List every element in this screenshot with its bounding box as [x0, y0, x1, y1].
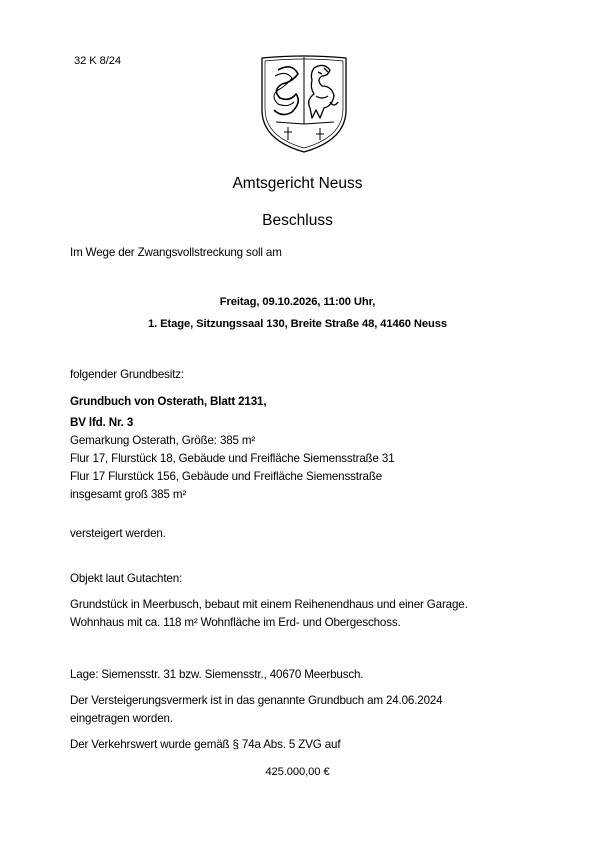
bv-number: BV lfd. Nr. 3 — [70, 416, 134, 429]
court-name: Amtsgericht Neuss — [232, 175, 363, 192]
intro-text: Im Wege der Zwangsvollstreckung soll am — [70, 246, 282, 259]
land-register-line: insgesamt groß 385 m² — [70, 488, 187, 501]
appraisal-line: Grundstück in Meerbusch, bebaut mit einem Reihenendhaus und einer Garage. — [70, 598, 468, 611]
file-number: 32 K 8/24 — [74, 55, 121, 67]
appraisal-heading: Objekt laut Gutachten: — [70, 572, 183, 585]
land-register-title: Grundbuch von Osterath, Blatt 2131, — [70, 395, 267, 408]
document-type-heading: Beschluss — [262, 212, 333, 229]
value-amount: 425.000,00 € — [265, 766, 330, 778]
appointment-location: 1. Etage, Sitzungssaal 130, Breite Straße 48, 41460 Neuss — [147, 318, 447, 330]
land-register-line: Flur 17, Flurstück 18, Gebäude und Freifläche Siemensstraße 31 — [70, 452, 395, 465]
land-register-line: Flur 17 Flurstück 156, Gebäude und Freifläche Siemensstraße — [70, 470, 383, 483]
nrw-coat-of-arms-icon — [258, 52, 350, 154]
registration-note-line: Der Versteigerungsvermerk ist in das genannte Grundbuch am 24.06.2024 — [70, 694, 443, 707]
land-register-line: Gemarkung Osterath, Größe: 385 m² — [70, 434, 256, 447]
property-intro: folgender Grundbesitz: — [70, 368, 184, 381]
registration-note-line: eingetragen worden. — [70, 712, 173, 725]
location-line: Lage: Siemensstr. 31 bzw. Siemensstr., 40670 Meerbusch. — [70, 668, 364, 681]
value-note: Der Verkehrswert wurde gemäß § 74a Abs. 5 ZVG auf — [70, 738, 341, 751]
appraisal-line: Wohnhaus mit ca. 118 m² Wohnfläche im Erd- und Obergeschoss. — [70, 616, 401, 629]
appointment-datetime: Freitag, 09.10.2026, 11:00 Uhr, — [219, 296, 376, 308]
auction-phrase: versteigert werden. — [70, 527, 166, 540]
